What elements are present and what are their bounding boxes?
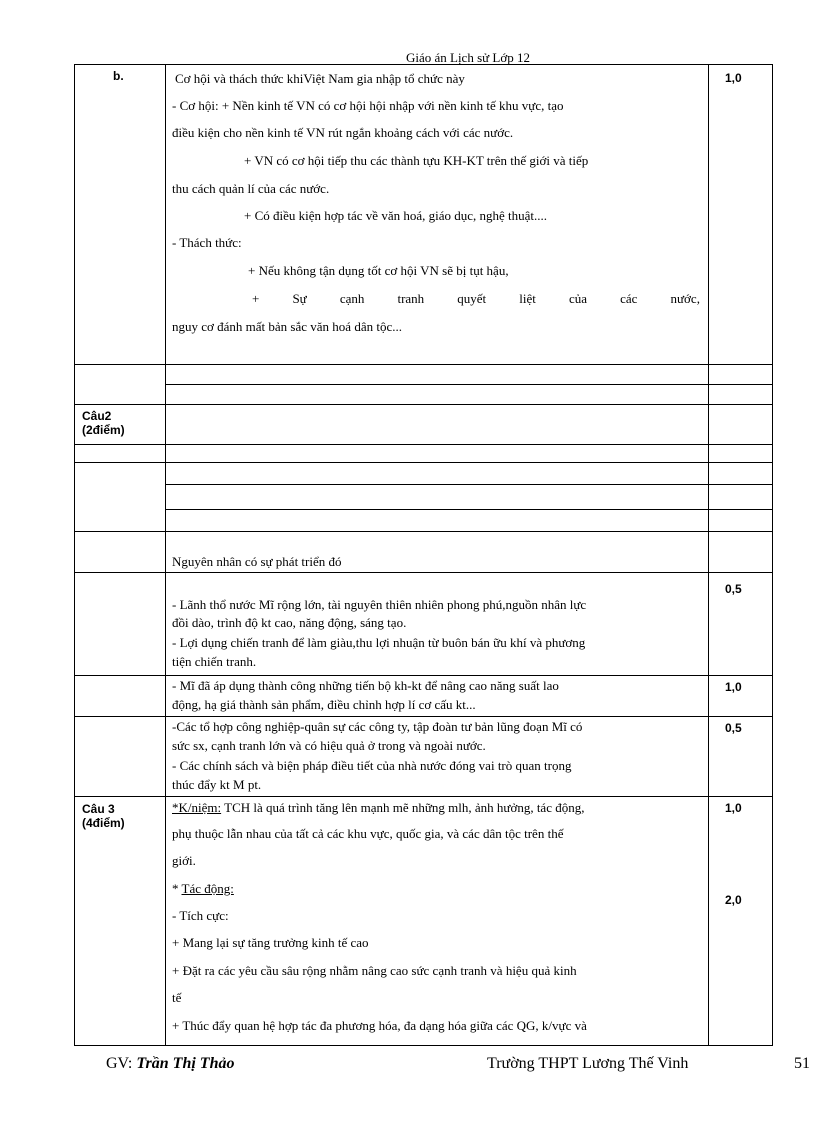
cau3-title: Câu 3 — [82, 802, 115, 816]
text-line: - Thách thức: — [172, 235, 242, 250]
table-row-empty — [75, 365, 772, 405]
impact-label: Tác động: — [181, 881, 234, 896]
score-reason-2: 1,0 — [725, 680, 742, 694]
score-b: 1,0 — [725, 71, 742, 85]
score-cau3-impact: 2,0 — [725, 893, 742, 907]
word: tranh — [397, 291, 425, 306]
text-line: - Lãnh thổ nước Mĩ rộng lớn, tài nguyên thiên nhiên phong phú,nguồn nhân lực — [172, 597, 587, 612]
footer-teacher — [106, 1055, 234, 1073]
score-reason-3: 0,5 — [725, 721, 742, 735]
footer-gv-label: GV: — [106, 1055, 133, 1072]
cau2-points: (2điểm) — [82, 423, 125, 437]
cau2-label — [82, 409, 125, 437]
table-row-cau3 — [75, 797, 772, 1045]
text-line: + Đặt ra các yêu cầu sâu rộng nhằm nâng cao sức cạnh tranh và hiệu quả kinh — [172, 963, 577, 978]
text-line: điều kiện cho nền kinh tế VN rút ngắn khoảng cách với các nước. — [172, 125, 514, 140]
table-row-reason-title — [75, 532, 772, 573]
table-row-empty — [75, 463, 772, 532]
text-line: tiện chiến tranh. — [172, 654, 257, 669]
table-row-reason — [75, 676, 772, 717]
word: quyết — [457, 291, 487, 306]
table-row-b — [75, 65, 772, 365]
concept-line — [172, 800, 584, 816]
footer-school: Trường THPT Lương Thế Vinh — [487, 1055, 689, 1072]
teacher-name: Trần Thị Thảo — [136, 1055, 235, 1072]
text-line: + VN có cơ hội tiếp thu các thành tựu KH-KT trên thế giới và tiếp — [244, 153, 589, 168]
word: liệt — [519, 291, 536, 306]
text-line: động, hạ giá thành sản phẩm, điều chỉnh hợp lí cơ cấu kt... — [172, 697, 476, 712]
text-line: thúc đẩy kt M pt. — [172, 777, 262, 792]
text-line: phụ thuộc lẫn nhau của tất cả các khu vực, quốc gia, và các dân tộc trên thế — [172, 826, 564, 841]
word: cạnh — [339, 291, 365, 306]
impact-star: * — [172, 881, 179, 896]
concept-text: TCH là quá trình tăng lên mạnh mẽ những mlh, ảnh hưởng, tác động, — [224, 800, 585, 815]
cau3-label — [82, 802, 125, 830]
text-line: + Có điều kiện hợp tác về văn hoá, giáo dục, nghệ thuật.... — [244, 208, 548, 223]
reason-title: Nguyên nhân có sự phát triển đó — [172, 554, 342, 569]
concept-label: *K/niệm: — [172, 800, 222, 815]
word: nước, — [670, 291, 700, 306]
text-line: tế — [172, 990, 182, 1005]
word: các — [620, 291, 638, 306]
text-line: + Thúc đẩy quan hệ hợp tác đa phương hóa, đa dạng hóa giữa các QG, k/vực và — [172, 1018, 587, 1033]
text-line: - Tích cực: — [172, 908, 229, 923]
text-line: + Nếu không tận dụng tốt cơ hội VN sẽ bị tụt hậu, — [248, 263, 509, 278]
text-line: - Các chính sách và biện pháp điều tiết của nhà nước đóng vai trò quan trọng — [172, 758, 572, 773]
text-line: đồi dào, trình độ kt cao, năng động, sáng tạo. — [172, 615, 407, 630]
answer-table — [74, 64, 773, 1046]
text-line: sức sx, cạnh tranh lớn và có hiệu quả ở trong và ngoài nước. — [172, 738, 486, 753]
table-row-reason — [75, 717, 772, 797]
table-row-reason — [75, 573, 772, 676]
text-line: + Mang lại sự tăng trưởng kinh tế cao — [172, 935, 369, 950]
table-row-cau2 — [75, 405, 772, 445]
score-cau3-concept: 1,0 — [725, 801, 742, 815]
text-line: Cơ hội và thách thức khiViệt Nam gia nhập tổ chức này — [175, 71, 465, 86]
text-line: - Mĩ đã áp dụng thành công những tiến bộ kh-kt để nâng cao năng suất lao — [172, 678, 559, 693]
word: của — [568, 291, 587, 306]
page-header-title: Giáo án Lịch sử Lớp 12 — [405, 50, 531, 65]
text-line: - Cơ hội: + Nền kinh tế VN có cơ hội hội nhập với nền kinh tế khu vực, tạo — [172, 98, 564, 113]
text-line: -Các tổ hợp công nghiệp-quân sự các công ty, tập đoàn tư bản lũng đoạn Mĩ có — [172, 719, 583, 734]
text-line: nguy cơ đánh mất bản sắc văn hoá dân tộc... — [172, 319, 402, 334]
score-reason-1: 0,5 — [725, 582, 742, 596]
page-number: 51 — [794, 1055, 810, 1072]
cau2-title: Câu2 — [82, 409, 112, 423]
impact-line — [172, 881, 234, 897]
word: Sự — [292, 291, 307, 306]
text-line: thu cách quản lí của các nước. — [172, 181, 330, 196]
text-line: - Lợi dụng chiến tranh để làm giàu,thu lợi nhuận từ buôn bán ữu khí và phương — [172, 635, 586, 650]
cau3-points: (4điểm) — [82, 816, 125, 830]
text-line: giới. — [172, 853, 196, 868]
row-label-b: b. — [113, 69, 124, 83]
table-row-empty — [75, 445, 772, 463]
justified-line — [252, 291, 700, 307]
word: + — [252, 291, 260, 306]
